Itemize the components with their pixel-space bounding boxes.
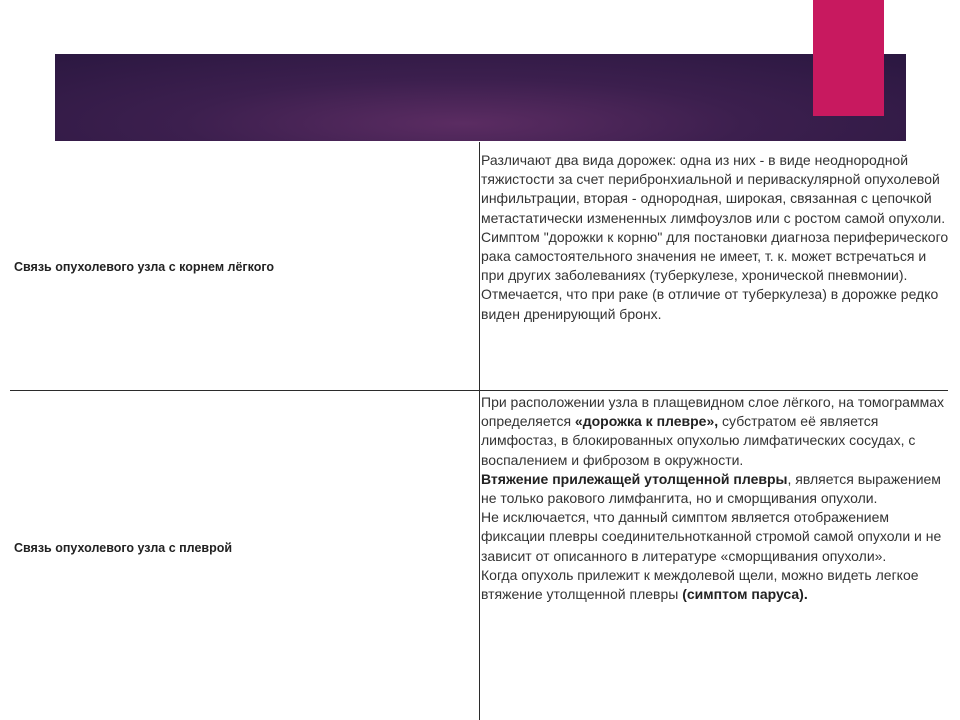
pleura-p2-bold: Втяжение прилежащей утолщенной плевры [481, 470, 788, 487]
row-label-root: Связь опухолевого узла с корнем лёгкого [14, 260, 275, 274]
pleura-p1-text: При расположении узла в плащевидном слое лёгкого, на томограммах определяется [481, 394, 944, 430]
pleura-p1-tail: субстратом её является лимфостаз, в блокированных опухолью лимфатических сосудах, с воспалением и фиброзом в окружности. [481, 413, 916, 468]
row-text-root [481, 151, 951, 324]
row-label-pleura: Связь опухолевого узла с плеврой [14, 541, 233, 555]
pleura-p4-text: Когда опухоль прилежит к междолевой щели, можно видеть легкое втяжение утолщенной плевры [481, 566, 919, 603]
row-text-root-paragraph: Различают два вида дорожек: одна из них - в виде неоднородной тяжистости за счет перибронхиальной и периваскулярной опухолевой инфильтрации, вторая - однородная, широкая, связанная с цепочкой метастатически измененных лимфоузлов или с ростом самой опухоли. Симптом "дорожки к корню" для постановки диагноза периферического рака самостоятельного значения не имеет, т. к. может встречаться и при других заболеваниях (туберкулезе, хронической пневмонии). Отмечается, что при раке (в отличие от туберкулеза) в дорожке редко виден дренирующий бронх. [481, 152, 949, 322]
pleura-p3-text: Не исключается, что данный симптом является отображением фиксации плевры соединительнотканной стромой самой опухоли и не зависит от описанного в литературе «сморщивания опухоли». [481, 509, 942, 564]
row-text-pleura [481, 393, 951, 604]
table-column-divider-top [479, 142, 480, 390]
pleura-paragraph-4 [481, 566, 951, 604]
pleura-paragraph-1 [481, 393, 951, 470]
pleura-p1-bold: «дорожка к плевре», [574, 413, 719, 430]
pleura-p2-tail: , является выражением не только ракового лимфангита, но и сморщивания опухоли. [481, 470, 941, 507]
pleura-p4-bold: (симптом паруса). [682, 586, 808, 603]
pleura-paragraph-2 [481, 470, 951, 508]
table-column-divider-bottom [479, 391, 480, 720]
pleura-paragraph-3 [481, 508, 951, 566]
accent-bar [813, 0, 884, 116]
title-banner [55, 54, 906, 141]
